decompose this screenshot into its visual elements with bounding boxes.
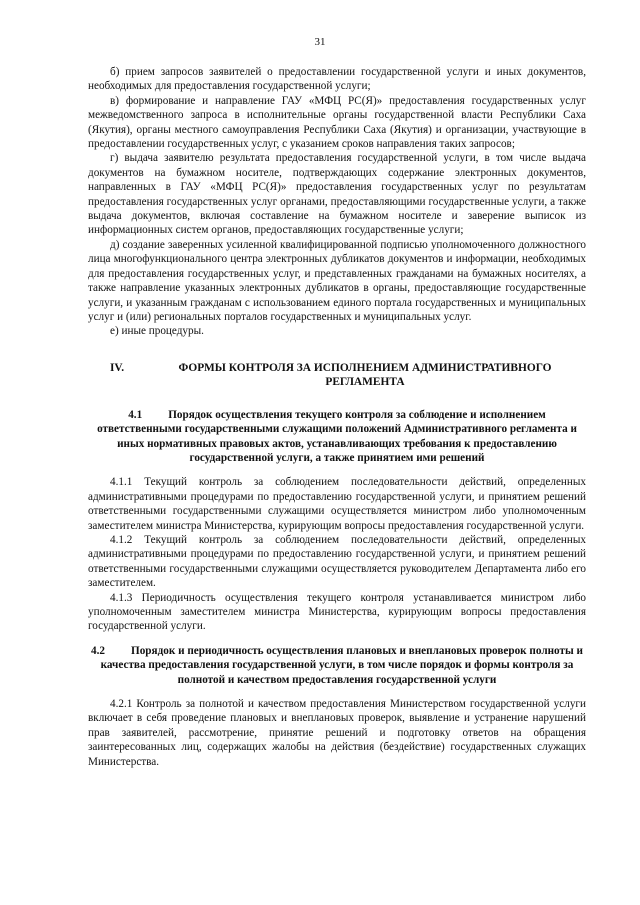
page-number: 31 (314, 36, 326, 48)
subsection-heading (88, 408, 586, 466)
paragraph: д) создание заверенных усиленной квалифицированной подписью уполномоченного должностного лица многофункционального центра электронных дубликатов документов и информации, необходимых для предоставления государственных услуг, и представленных гражданами на бумажных носителях, а также направление указанных электронных дубликатов в органы, предоставляющие государственные услуги, и указанным гражданам с использованием единого портала государственных и муниципальных услуг и (или) региональных порталов государственных и муниципальных услуг. (88, 238, 586, 323)
subsection-title: Порядок осуществления текущего контроля за соблюдение и исполнением ответственными государственными служащими положений Административного регламента и иных нормативных правовых актов, устанавливающих требования к предоставлению государственной услуги, а также принятием ими решений (97, 408, 577, 464)
paragraph: г) выдача заявителю результата предоставления государственной услуги, в том числе выдача документов на бумажном носителе, подтверждающих содержание электронных документов, направленных в ГАУ «МФЦ РС(Я)» предоставления государственных услуг по результатам предоставления государственных услуг органами, предоставляющими государственные услуги, а также выдача документов, включая составление на бумажном носителе и заверение выписок из информационных систем органов, предоставляющих государственные услуги; (88, 152, 586, 237)
subsection-title: Порядок и периодичность осуществления плановых и внеплановых проверок полноты и качества предоставления государственной услуги, в том числе порядок и формы контроля за полнотой и качеством предоставления государственной услуги (100, 644, 583, 686)
section-title: ФОРМЫ КОНТРОЛЯ ЗА ИСПОЛНЕНИЕМ АДМИНИСТРАТИВНОГО (178, 361, 552, 374)
paragraph: е) иные процедуры. (110, 325, 204, 338)
section-heading (88, 361, 586, 390)
subsection-number: 4.1 (128, 408, 143, 421)
document-body (88, 65, 586, 769)
section-number: IV. (110, 361, 125, 374)
paragraph: б) прием запросов заявителей о предоставлении государственной услуги и иных документов, необходимых для предоставления государственной услуги; (88, 66, 586, 93)
paragraph: 4.2.1 Контроль за полнотой и качеством предоставления Министерством государственной услуги включает в себя проведение плановых и внеплановых проверок, выявление и устранение нарушений прав заявителей, рассмотрение, принятие решений и подготовку ответов на обращения заинтересованных лиц, содержащих жалобы на действия (бездействие) государственных служащих Министерства. (88, 698, 586, 768)
section-title: РЕГЛАМЕНТА (325, 376, 405, 389)
paragraph: 4.1.3 Периодичность осуществления текущего контроля устанавливается министром либо уполномоченным заместителем министра Министерства, курирующим вопросы предоставления государственной услуги. (88, 591, 586, 633)
subsection-number: 4.2 (91, 644, 105, 657)
subsection-heading (88, 644, 586, 687)
paragraph: в) формирование и направление ГАУ «МФЦ РС(Я)» предоставления государственных услуг межведомственного запроса в исполнительные органы государственной власти Республики Саха (Якутия), органы местного самоуправления Республики Саха (Якутия) и организации, участвующие в предоставлении государственных услуг, с указанием сроков направления таких запросов; (88, 94, 586, 151)
paragraph: 4.1.1 Текущий контроль за соблюдением последовательности действий, определенных административными процедурами по предоставлению государственной услуги, и принятием решений ответственными государственными служащими осуществляется министром либо уполномоченным заместителем министра Министерства, курирующим вопросы предоставления государственной услуги. (88, 476, 586, 532)
paragraph: 4.1.2 Текущий контроль за соблюдением последовательности действий, определенных административными процедурами по предоставлению государственной услуги, и принятием решений ответственными государственными служащими осуществляется руководителем Департамента либо его заместителем. (88, 533, 586, 590)
